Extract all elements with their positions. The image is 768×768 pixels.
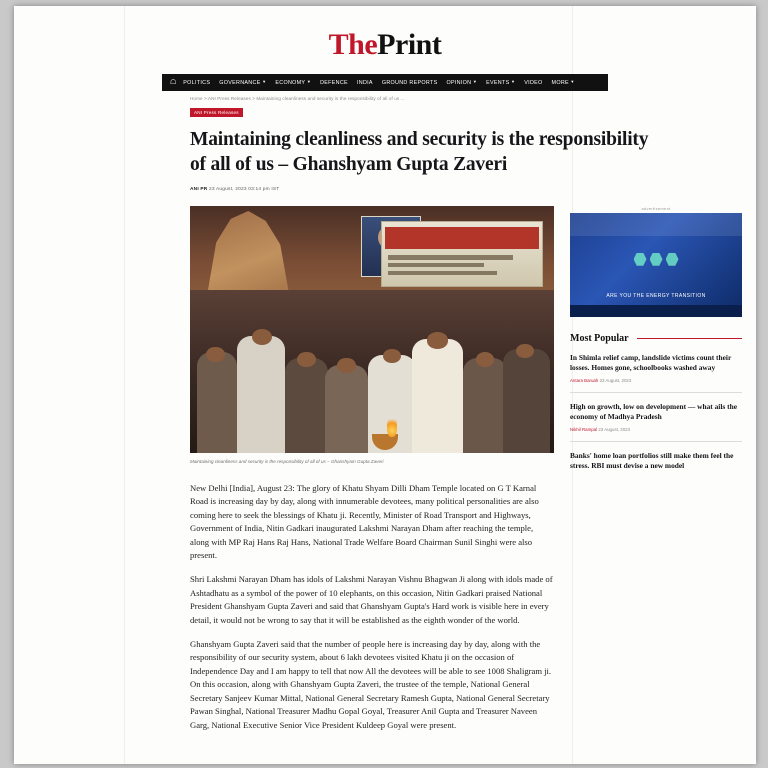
most-popular-date: 23 August, 2023 [598, 426, 631, 432]
logo-the: The [328, 28, 378, 61]
article-body [190, 482, 554, 732]
article-page [14, 6, 756, 764]
most-popular-meta [570, 378, 742, 383]
ad-headline: ARE YOU THE ENERGY TRANSITION [606, 293, 706, 300]
nav-item-governance[interactable] [219, 80, 266, 86]
hexagon-icon [666, 253, 679, 266]
most-popular-headline[interactable]: In Shimla relief camp, landslide victims count their losses. Homes gone, schoolbooks washed away [570, 353, 732, 373]
most-popular-date: 23 August, 2023 [599, 377, 632, 383]
nav-label: INDIA [356, 79, 373, 86]
list-item[interactable] [570, 353, 742, 393]
chevron-down-icon: ▼ [262, 79, 267, 84]
nav-label: GOVERNANCE [219, 79, 261, 86]
banner-text-line [388, 255, 513, 259]
person-figure [325, 365, 369, 453]
main-navigation[interactable] [162, 74, 608, 91]
nav-item-defence[interactable] [320, 80, 348, 86]
chevron-down-icon: ▼ [510, 79, 516, 84]
banner-red-band [385, 227, 539, 249]
article-paragraph: Ghanshyam Gupta Zaveri said that the number of people here is increasing day by day, along with the responsibility of our security system, about 6 lakh devotees visited Khatu ji on the occasion of Independence Day and I am happy to tell that now All the devotees will be able to see 1008 Shaligram ji. On this occasion, along with Ghanshyam Gupta Zaveri, the trustee of the temple, National General Secretary Sanjeev Kumar Mittal, National General Secretary Ramesh Gupta, National General Secretary Pawan Singhal, National Treasurer Madhu Gopal Goyal, Treasurer Anil Gupta and Treasurer Naveen Garg, National Executive Senior Vice President Kuldeep Goyal were present. [190, 639, 552, 730]
event-banner [381, 221, 543, 287]
hexagon-icon [634, 253, 647, 266]
nav-item-india[interactable] [357, 80, 373, 86]
ad-bottom-band [570, 305, 742, 317]
article-paragraph: New Delhi [India], August 23: The glory of Khatu Shyam Dilli Dham Temple located on G T Karnal Road is increasing day by day, along with innumerable devotees, many political personalities are also coming here to seek the blessings of Khatu ji. Recently, Minister of Road Transport and Highways, Government of India, Nitin Gadkari inaugurated Lakshmi Narayan Dham after reaching the temple, along with MP Raj Hans Raj Hans, National Trade Welfare Board Chairman Sunil Singhi were also present. [190, 483, 539, 561]
ad-hex-graphic [629, 244, 683, 274]
most-popular-title: Most Popular [570, 333, 629, 344]
byline-date: 23 August, 2023 03:14 pm IST [209, 187, 280, 192]
most-popular-headline[interactable]: High on growth, low on development — what ails the economy of Madhya Pradesh [570, 401, 737, 422]
most-popular-author[interactable]: Antara Baruah [570, 377, 599, 383]
logo-print: Print [377, 28, 442, 61]
nav-label: ECONOMY [275, 79, 306, 86]
list-item[interactable] [570, 451, 742, 481]
most-popular-author[interactable]: Nikhil Rampal [570, 426, 598, 432]
nav-item-opinion[interactable] [446, 80, 477, 86]
nav-item-ground-reports[interactable] [382, 80, 438, 86]
banner-text-line [388, 263, 484, 267]
list-item[interactable] [570, 402, 742, 442]
person-figure [285, 358, 329, 453]
article-hero-image [190, 206, 554, 453]
nav-item-economy[interactable] [275, 80, 311, 86]
chevron-down-icon: ▼ [570, 79, 575, 84]
chevron-down-icon: ▼ [306, 79, 312, 84]
advertisement-label: advertisement [641, 206, 671, 211]
ad-top-band [570, 213, 742, 236]
advertisement-banner[interactable] [570, 213, 742, 317]
scanned-page [14, 6, 756, 764]
breadcrumb[interactable]: Home > ANI Press Releases > Maintaining cleanliness and security is the responsibility of all of us ... [190, 96, 405, 101]
person-figure [197, 352, 237, 453]
section-rule [637, 338, 742, 340]
person-head [206, 347, 224, 362]
flame-icon [387, 415, 397, 437]
most-popular-header [570, 333, 742, 344]
masthead [14, 6, 756, 74]
nav-label: EVENTS [486, 79, 510, 86]
home-icon[interactable]: ☖ [170, 78, 177, 86]
banner-text-line [388, 271, 497, 275]
person-head [476, 352, 494, 367]
nav-label: VIDEO [524, 79, 543, 86]
byline [190, 187, 756, 192]
image-caption: Maintaining cleanliness and security is the responsibility of all of us – Ghanshyam Gupta Zaveri [190, 459, 384, 464]
sidebar [570, 206, 742, 480]
person-head [297, 352, 315, 367]
nav-label: POLITICS [183, 79, 211, 86]
person-figure [412, 339, 463, 453]
most-popular-headline[interactable]: Banks' home loan portfolios still make them feel the stress. RBI must devise a new model [570, 450, 734, 471]
main-column [190, 206, 554, 743]
nav-label: MORE [551, 79, 569, 86]
nav-label: GROUND REPORTS [381, 79, 438, 86]
most-popular-meta [570, 427, 742, 432]
person-figure [463, 358, 507, 453]
nav-item-video[interactable] [524, 80, 542, 86]
person-head [337, 358, 355, 373]
hexagon-icon [650, 253, 663, 266]
article-paragraph: Shri Lakshmi Narayan Dham has idols of Lakshmi Narayan Vishnu Bhagwan Ji along with idols made of Ashtadhatu as a symbol of the power of 10 elephants, on this occasion, Nitin Gadkari praised National President Ghanshyam Gupta Zaveri and said that Ghanshyam Gupta's Hard work is visible here in every detail, it would not be wrong to say that it will be established as the eighth wonder of the world. [190, 574, 553, 625]
byline-author[interactable]: ANI PR [190, 187, 208, 192]
nav-item-more[interactable] [552, 80, 575, 86]
nav-label: OPINION [446, 79, 472, 86]
chevron-down-icon: ▼ [472, 79, 478, 84]
nav-item-politics[interactable] [183, 80, 210, 86]
category-badge[interactable]: ANI Press Releases [190, 108, 243, 117]
crowd-area [190, 290, 554, 453]
person-head [427, 332, 449, 348]
site-logo[interactable] [329, 28, 442, 62]
person-figure [237, 336, 284, 453]
nav-item-events[interactable] [486, 80, 515, 86]
page-title: Maintaining cleanliness and security is the responsibility of all of us – Ghanshyam Gupta Zaveri [190, 129, 649, 175]
person-figure [503, 349, 550, 453]
nav-label: DEFENCE [320, 79, 348, 86]
